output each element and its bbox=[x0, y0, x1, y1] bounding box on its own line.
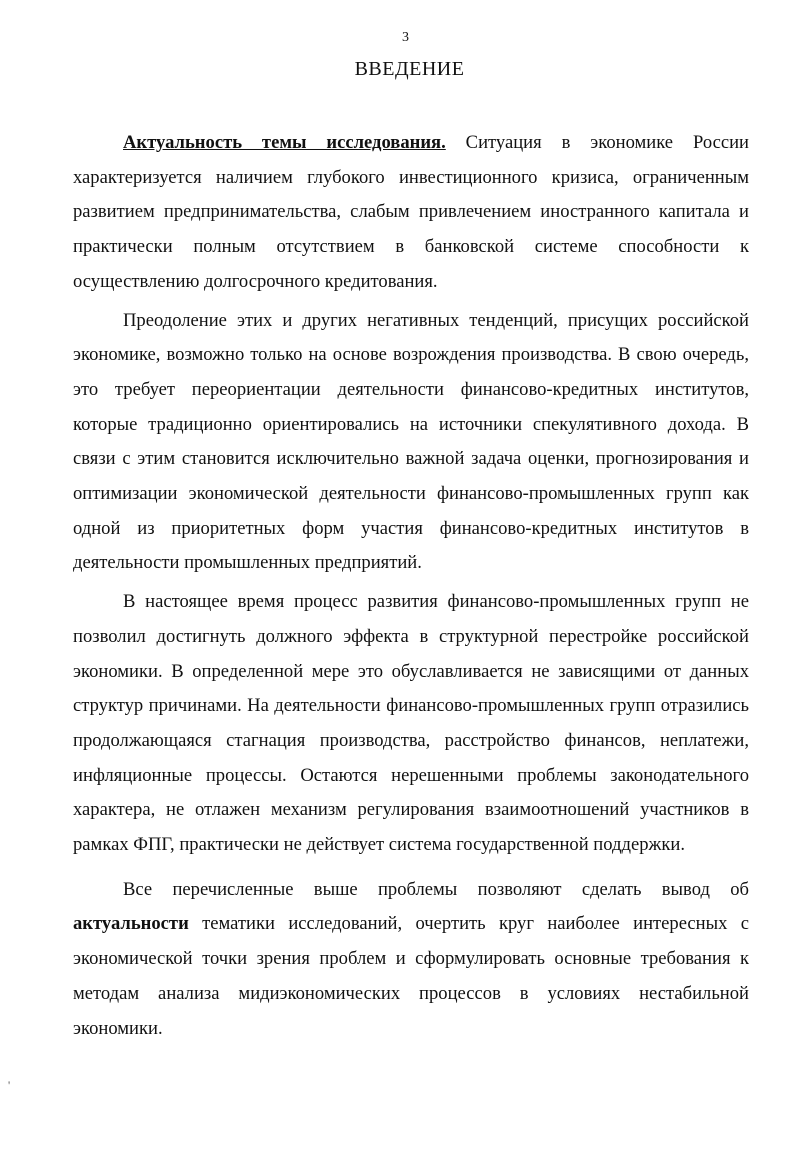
paragraph-text: Ситуация в экономике России характеризуется наличием глубокого инвестиционного кризиса, ограниченным развитием предпринимательства, слабым привлечением иностранного капитала и практически полным отсутствием в банковской системе способности к осуществлению долгосрочного кредитования. bbox=[73, 132, 749, 292]
paragraph-relevance bbox=[73, 126, 749, 300]
bold-term: актуальности bbox=[73, 913, 189, 935]
page-number: 3 bbox=[402, 30, 409, 45]
margin-mark: ' bbox=[8, 1078, 11, 1092]
page-title: ВВЕДЕНИЕ bbox=[354, 58, 465, 80]
paragraph-text: Преодоление этих и других негативных тенденций, присущих российской экономике, возможно только на основе возрождения производства. В свою очередь, это требует переориентации деятельности финансово-кредитных институтов, которые традиционно ориентировались на источники спекулятивного дохода. В связи с этим становится исключительно важной задача оценки, прогнозирования и оптимизации экономической деятельности финансово-промышленных групп как одной из приоритетных форм участия финансово-кредитных институтов в деятельности промышленных предприятий. bbox=[73, 309, 749, 574]
paragraph-text: тематики исследований, очертить круг наиболее интересных с экономической точки зрения проблем и сформулировать основные требования к методам анализа мидиэкономических процессов в условиях нестабильной экономики. bbox=[73, 913, 749, 1039]
paragraph-conclusion bbox=[73, 873, 749, 1047]
paragraph-text: Все перечисленные выше проблемы позволяют сделать вывод об bbox=[123, 878, 749, 900]
paragraph-overcoming bbox=[73, 304, 749, 582]
relevance-label: Актуальность темы исследования. bbox=[123, 132, 446, 153]
paragraph-text: В настоящее время процесс развития финансово-промышленных групп не позволил достигнуть должного эффекта в структурной перестройке российской экономики. В определенной мере это обуславливается не зависящими от данных структур причинами. На деятельности финансово-промышленных групп отразились продолжающаяся стагнация производства, расстройство финансов, неплатежи, инфляционные процессы. Остаются нерешенными проблемы законодательного характера, не отлажен механизм регулирования взаимоотношений участников в рамках ФПГ, практически не действует система государственной поддержки. bbox=[73, 591, 749, 856]
paragraph-current-state bbox=[73, 585, 749, 863]
body-text bbox=[73, 126, 749, 1046]
